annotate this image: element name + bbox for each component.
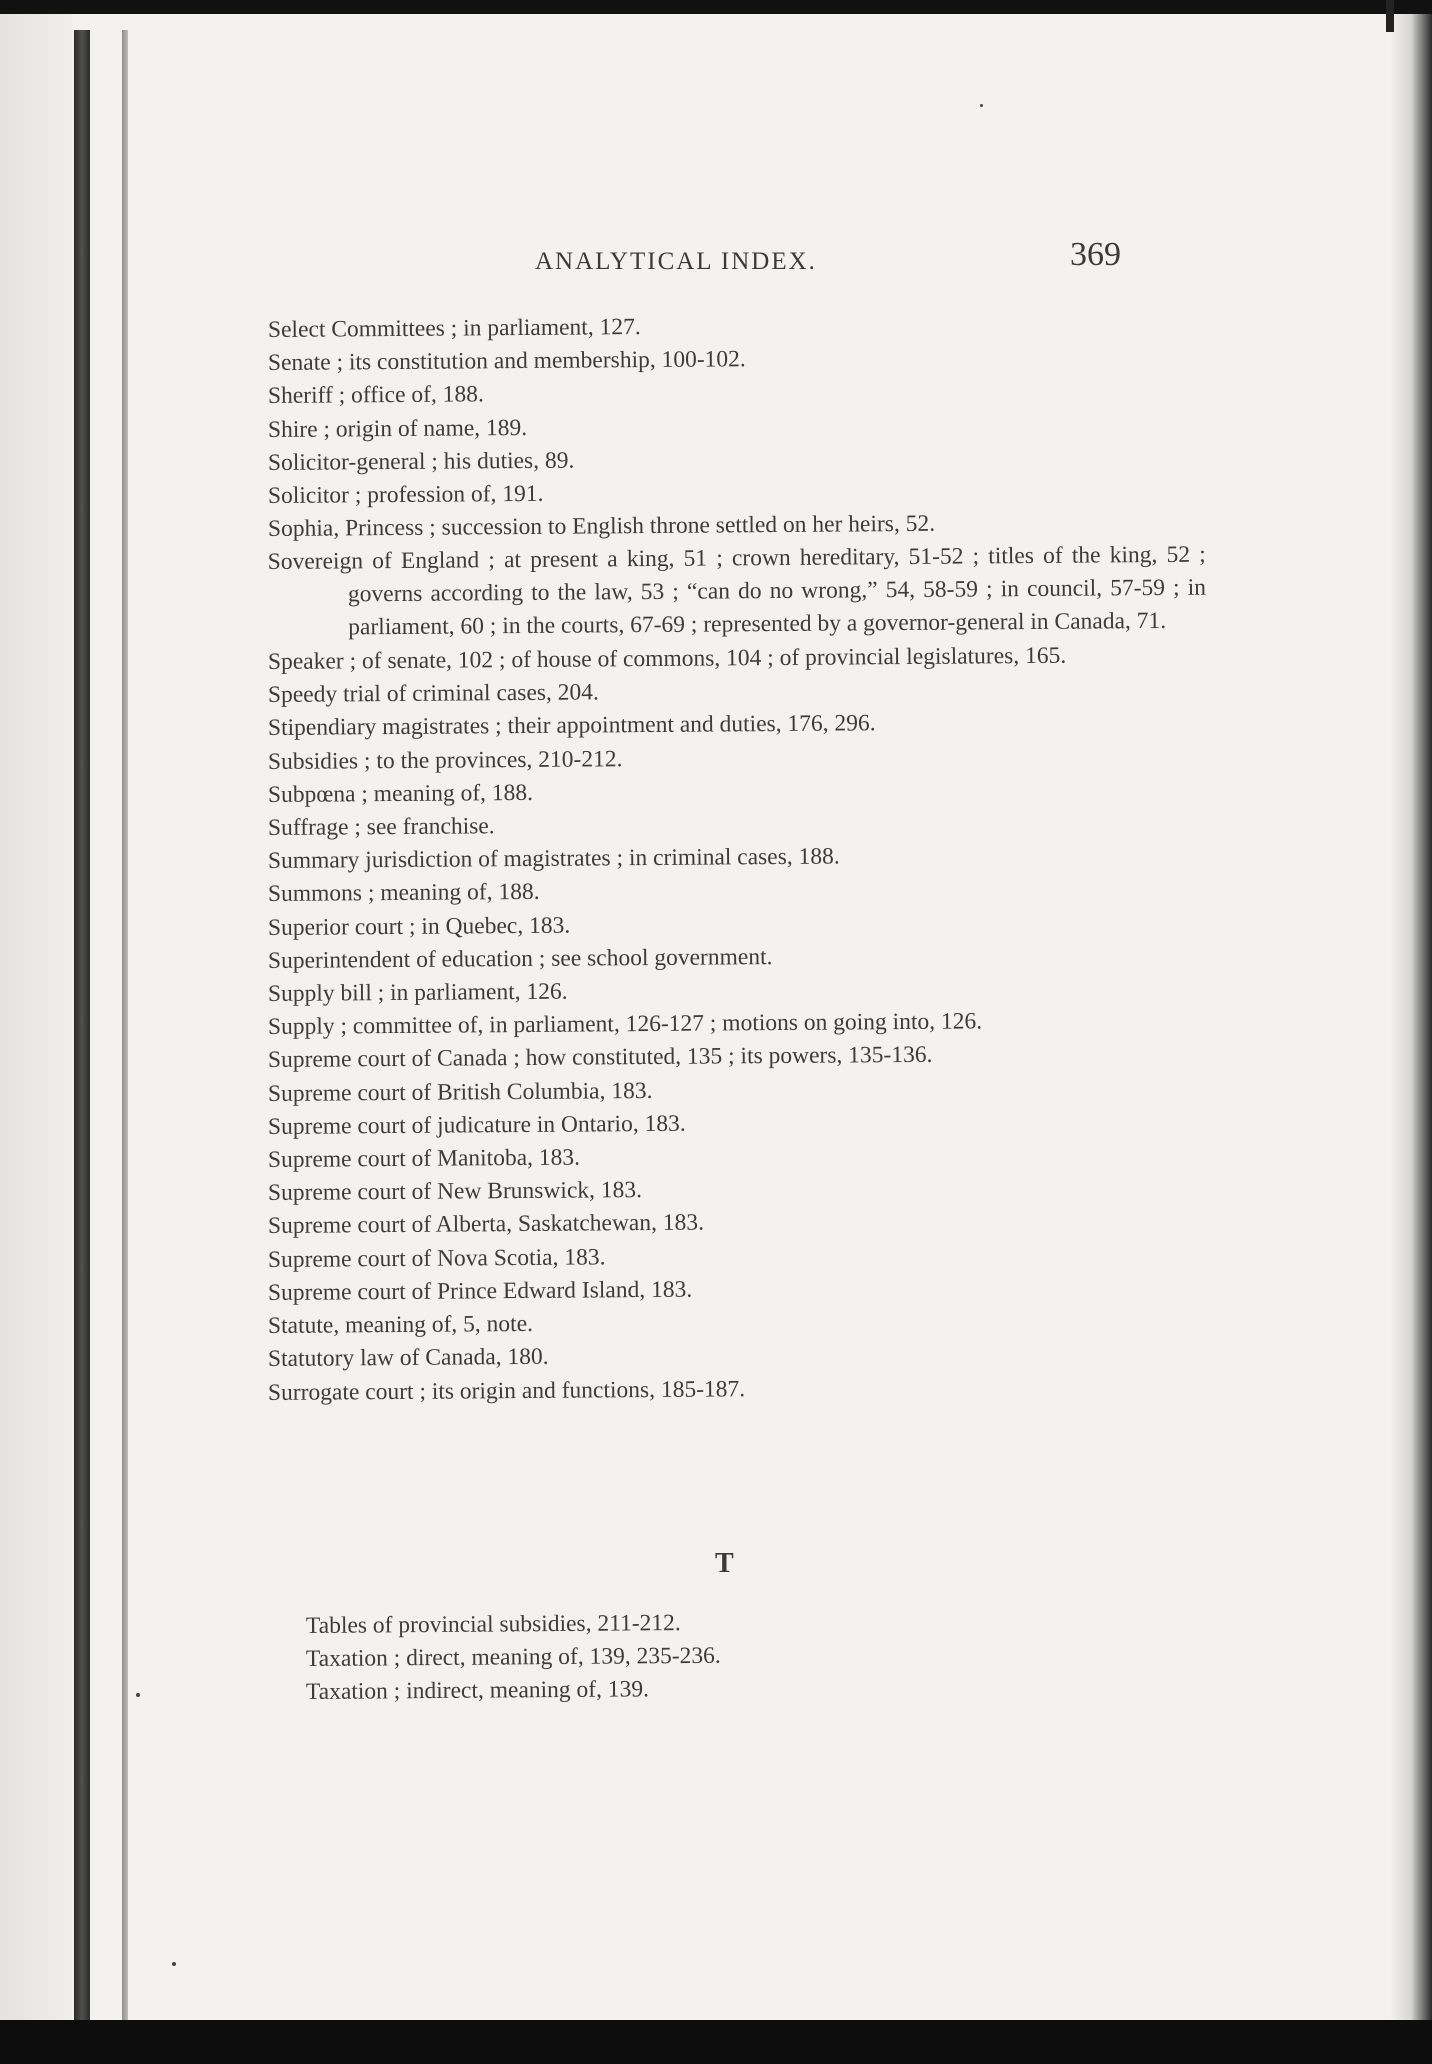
- index-entry: Subsidies ; to the provinces, 210-212.: [267, 745, 623, 775]
- index-entry: Superintendent of education ; see school government.: [267, 943, 773, 974]
- index-entry: Summons ; meaning of, 188.: [267, 879, 540, 908]
- index-entry: Supreme court of Manitoba, 183.: [267, 1144, 581, 1174]
- index-entry: Taxation ; indirect, meaning of, 139.: [305, 1676, 650, 1706]
- page-header: [270, 236, 1130, 286]
- index-entry: Stipendiary magistrates ; their appointment and duties, 176, 296.: [267, 710, 876, 742]
- page-left-margin: [0, 14, 72, 2024]
- page-number: 369: [1070, 236, 1121, 273]
- print-speck: [172, 1962, 176, 1966]
- index-entry: Taxation ; direct, meaning of, 139, 235-236.: [305, 1642, 721, 1673]
- index-entry: Supreme court of New Brunswick, 183.: [267, 1177, 643, 1207]
- scan-corner-mark: [1386, 0, 1394, 32]
- index-entry: Supply ; committee of, in parliament, 126-127 ; motions on going into, 126.: [267, 1008, 983, 1041]
- index-entry: Supreme court of Prince Edward Island, 183.: [267, 1276, 693, 1306]
- print-speck: [980, 104, 983, 107]
- index-entry: Senate ; its constitution and membership, 100-102.: [267, 346, 746, 377]
- index-entry: Statute, meaning of, 5, note.: [267, 1311, 534, 1340]
- index-entry: Sophia, Princess ; succession to English throne settled on her heirs, 52.: [267, 510, 936, 543]
- index-entry: Suffrage ; see franchise.: [267, 813, 495, 842]
- index-entry: Speaker ; of senate, 102 ; of house of commons, 104 ; of provincial legislatures, 165.: [267, 642, 1067, 676]
- page-edge-line: [122, 30, 128, 2020]
- index-entry: Surrogate court ; its origin and functions, 185-187.: [267, 1375, 746, 1406]
- index-entry: Solicitor-general ; his duties, 89.: [267, 447, 575, 476]
- index-entry: Supply bill ; in parliament, 126.: [267, 978, 568, 1008]
- scan-top-border: [0, 0, 1432, 14]
- index-entry: Supreme court of Nova Scotia, 183.: [267, 1244, 606, 1273]
- running-head: ANALYTICAL INDEX.: [535, 248, 817, 275]
- section-letter-heading: T: [715, 1548, 734, 1579]
- index-entry: Supreme court of British Columbia, 183.: [267, 1077, 653, 1107]
- index-entry: Subpœna ; meaning of, 188.: [267, 779, 534, 808]
- index-entry: Statutory law of Canada, 180.: [267, 1344, 549, 1373]
- index-entry: Summary jurisdiction of magistrates ; in criminal cases, 188.: [267, 843, 840, 875]
- index-entries-s: [267, 314, 1207, 1410]
- index-entry: Supreme court of Alberta, Saskatchewan, 183.: [267, 1210, 705, 1240]
- index-entry: Shire ; origin of name, 189.: [267, 414, 528, 443]
- index-entries-t: [306, 1610, 1166, 1710]
- index-entry: Supreme court of Canada ; how constituted, 135 ; its powers, 135-136.: [267, 1042, 933, 1074]
- index-entry: Speedy trial of criminal cases, 204.: [267, 679, 599, 709]
- index-entry: Solicitor ; profession of, 191.: [267, 480, 544, 510]
- index-entry: Sheriff ; office of, 188.: [267, 381, 484, 410]
- index-entry: Superior court ; in Quebec, 183.: [267, 912, 571, 941]
- scan-bottom-border: [0, 2020, 1432, 2064]
- print-speck: [136, 1693, 140, 1697]
- page-right-edge: [1390, 14, 1432, 2024]
- index-entry: Sovereign of England ; at present a king, 51 ; crown hereditary, 51-52 ; titles of the king, 52 ; governs according to the law, 53 ; “can do no wrong,” 54, 58-59 ; in council, 57-59 ; in parliament, 60 ; in the courts, 67-69 ; represented by a governor-general in Canada, 71.: [267, 542, 1207, 642]
- book-binding-edge: [74, 30, 90, 2020]
- index-entry: Supreme court of judicature in Ontario, 183.: [267, 1110, 686, 1140]
- index-entry: Select Committees ; in parliament, 127.: [267, 314, 641, 343]
- index-entry: Tables of provincial subsidies, 211-212.: [305, 1610, 681, 1639]
